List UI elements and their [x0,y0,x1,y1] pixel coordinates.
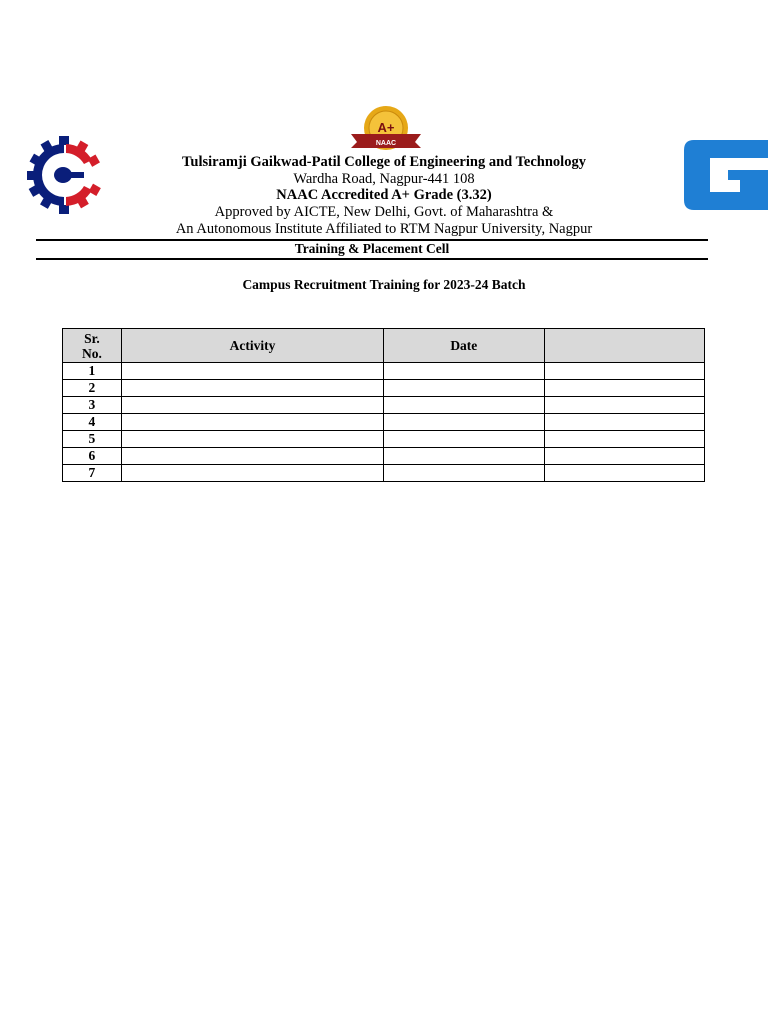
row-activity [121,431,383,448]
row-activity [121,465,383,482]
row-date [384,363,545,380]
affiliation-line: An Autonomous Institute Affiliated to RTM Nagpur University, Nagpur [175,221,593,237]
row-date [384,448,545,465]
row-date [384,465,545,482]
table-row [63,414,705,431]
row-extra [544,363,704,380]
document-title: Campus Recruitment Training for 2023-24 Batch [242,277,526,292]
row-activity [121,414,383,431]
row-extra [544,448,704,465]
table-row [63,380,705,397]
partner-g-logo-icon [684,140,768,210]
college-gear-logo-icon [26,136,102,214]
row-extra [544,397,704,414]
naac-badge-grade: A+ [377,120,395,135]
row-sr-no: 3 [63,397,122,414]
row-sr-no: 4 [63,414,122,431]
approval-line: Approved by AICTE, New Delhi, Govt. of Maharashtra & [214,204,554,220]
header-activity: Activity [121,329,383,363]
table-row [63,363,705,380]
row-extra [544,431,704,448]
row-date [384,431,545,448]
row-extra [544,414,704,431]
table-row [63,397,705,414]
naac-badge-label: NAAC [375,140,397,147]
table-row [63,448,705,465]
row-activity [121,397,383,414]
header-sr-no: Sr. No. [63,329,122,363]
training-schedule-table [62,328,705,482]
row-activity [121,363,383,380]
row-extra [544,465,704,482]
row-date [384,414,545,431]
college-address: Wardha Road, Nagpur-441 108 [293,171,475,187]
row-sr-no: 1 [63,363,122,380]
row-extra [544,380,704,397]
row-sr-no: 2 [63,380,122,397]
table-row [63,465,705,482]
row-sr-no: 7 [63,465,122,482]
row-sr-no: 6 [63,448,122,465]
row-date [384,380,545,397]
table-row [63,431,705,448]
header-extra [544,329,704,363]
accreditation-line: NAAC Accredited A+ Grade (3.32) [276,187,492,203]
college-name: Tulsiramji Gaikwad-Patil College of Engineering and Technology [182,154,586,170]
row-date [384,397,545,414]
table-header-row [63,329,705,363]
row-activity [121,380,383,397]
row-activity [121,448,383,465]
placement-cell-title: Training & Placement Cell [294,241,450,256]
naac-badge-icon [349,104,423,154]
row-sr-no: 5 [63,431,122,448]
header-divider-bottom [36,258,708,260]
header-date: Date [384,329,545,363]
